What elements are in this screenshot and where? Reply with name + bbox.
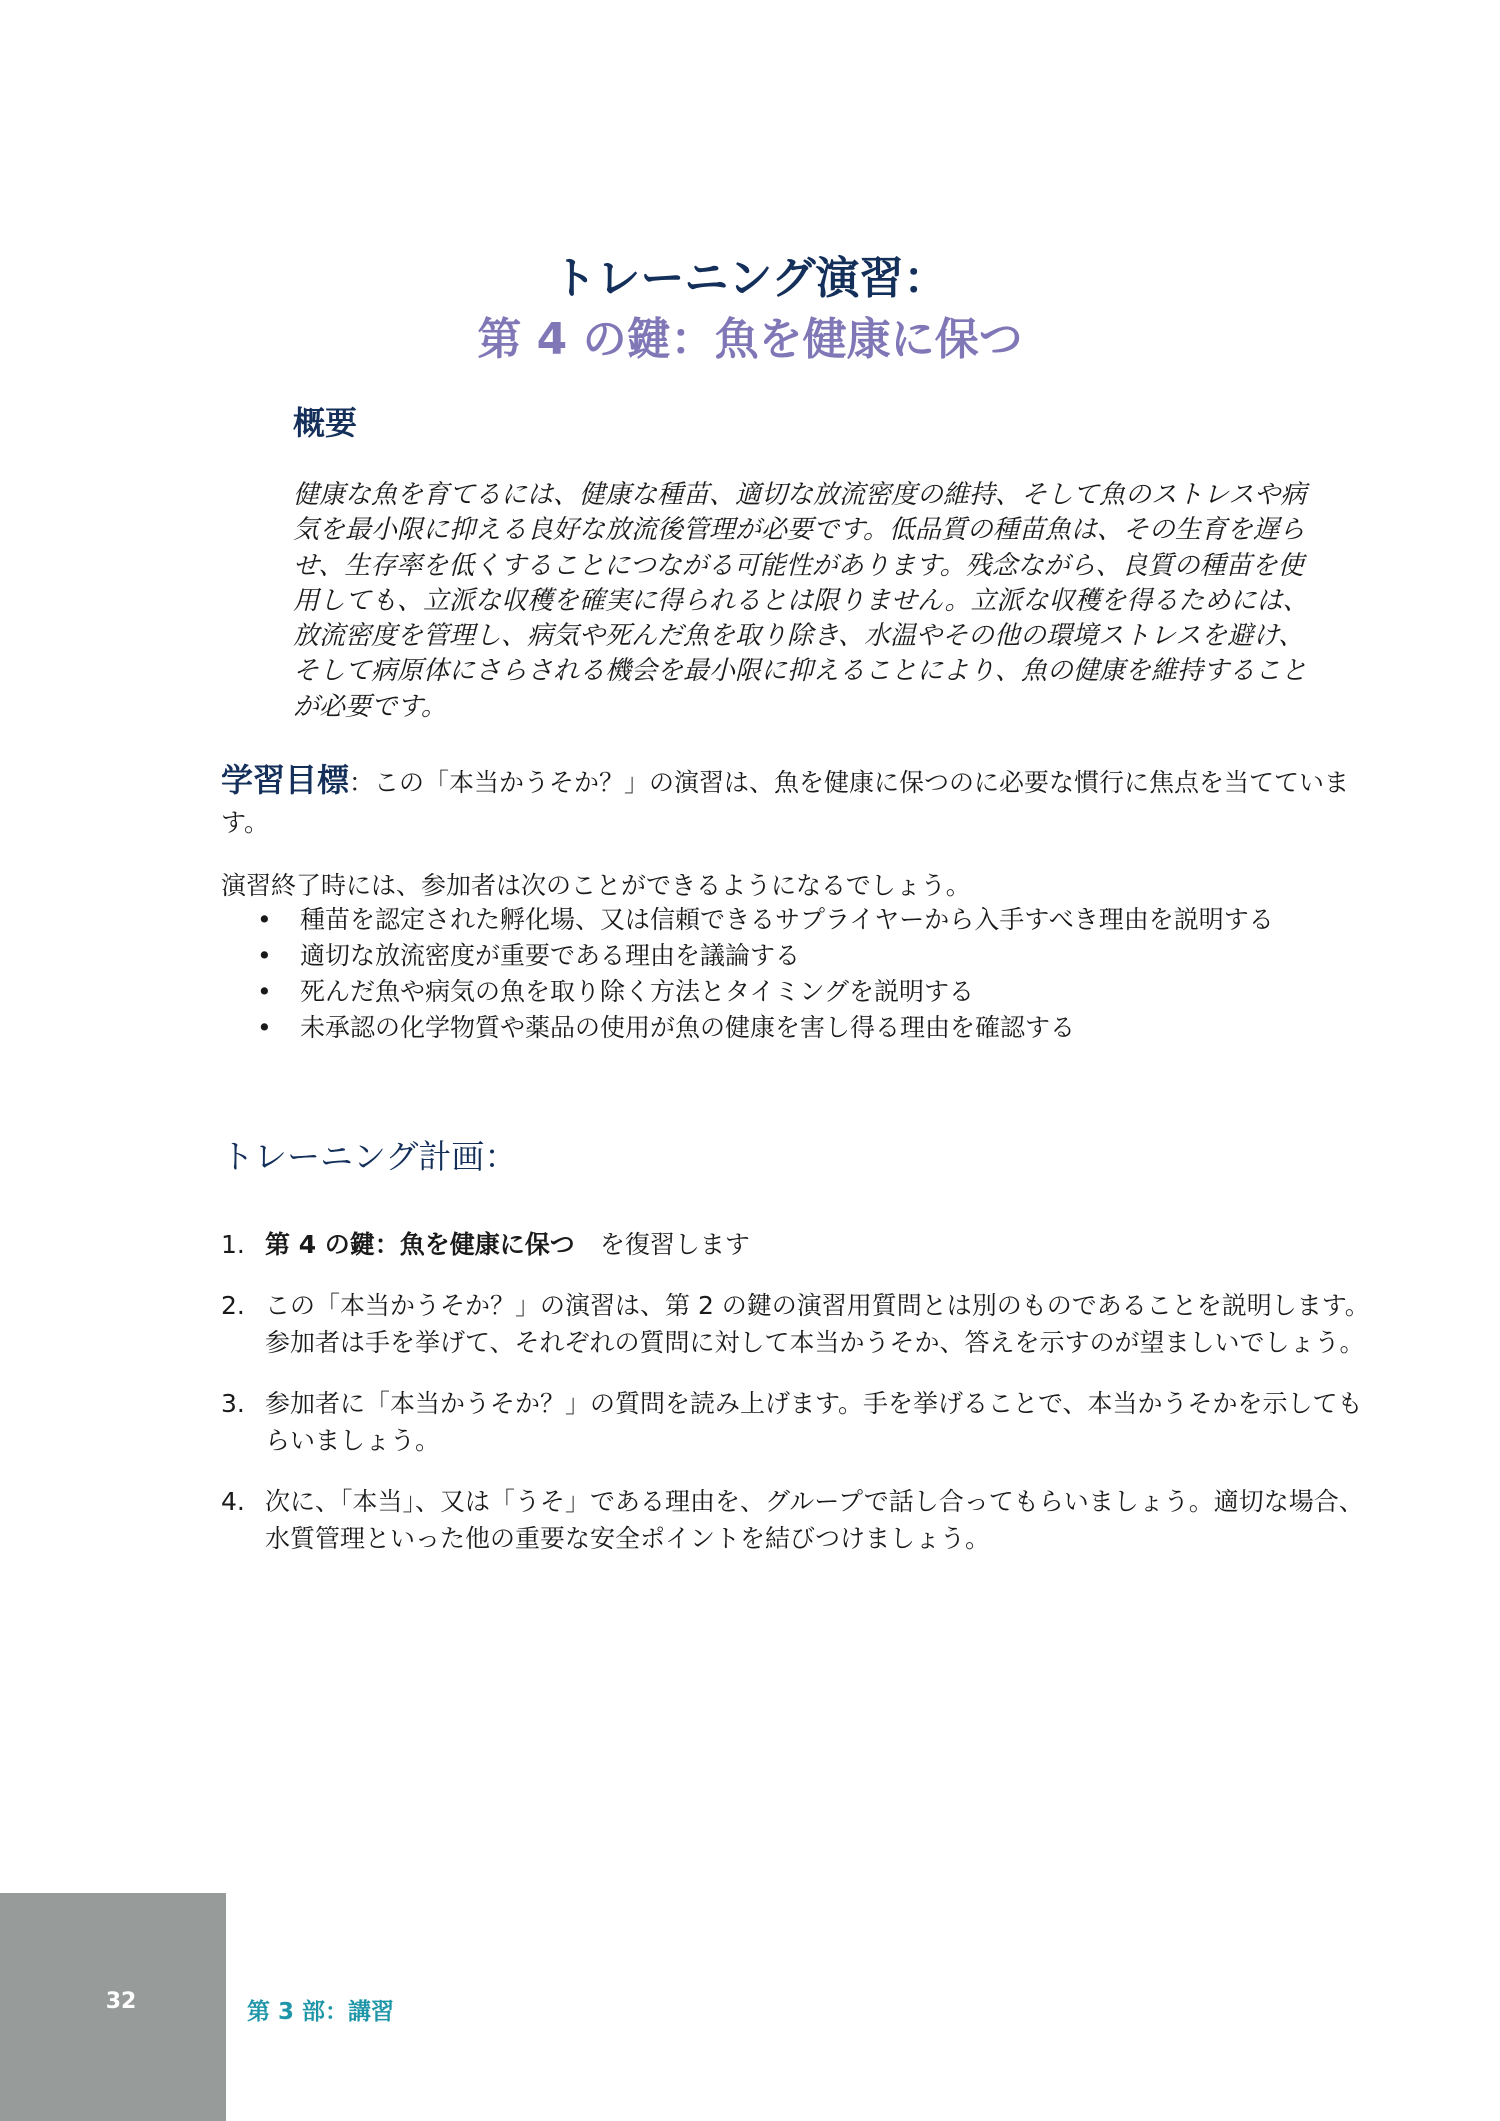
learning-objective — [221, 760, 1381, 843]
step-text: 参加者に「本当かうそか？」の質問を読み上げます。手を挙げることで、本当かうそかを示してもらいましょう。 — [265, 1389, 1363, 1455]
step-text: 次に、「本当」、又は「うそ」である理由を、グループで話し合ってもらいましょう。適切な場合、水質管理といった他の重要な安全ポイントを結びつけましょう。 — [265, 1487, 1364, 1553]
learning-objective-text: ：この「本当かうそか？」の演習は、魚を健康に保つのに必要な慣行に焦点を当てています。 — [221, 768, 1350, 837]
overview-heading: 概要 — [293, 404, 358, 442]
exercise-title: トレーニング演習： — [552, 253, 948, 304]
step-number: 1. — [221, 1230, 245, 1259]
learning-objective-label: 学習目標 — [221, 761, 350, 799]
step-text: この「本当かうそか？」の演習は、第 2 の鍵の演習用質問とは別のものであることを説明します。参加者は手を挙げて、それぞれの質問に対して本当かうそか、答えを示すのが望ましいでしょう。 — [265, 1291, 1370, 1357]
training-plan-heading: トレーニング計画： — [221, 1137, 518, 1176]
step-number: 3. — [221, 1389, 245, 1418]
objective-item: • 未承認の化学物質や薬品の使用が魚の健康を害し得る理由を確認する — [300, 1010, 1380, 1046]
objectives-list — [300, 902, 1380, 1046]
exercise-subtitle: 第 4 の鍵：魚を健康に保つ — [477, 314, 1023, 365]
training-step — [221, 1483, 1381, 1557]
training-step — [221, 1385, 1381, 1459]
step-bold-text: 第 4 の鍵：魚を健康に保つ — [265, 1230, 575, 1259]
page-number: 32 — [105, 1989, 137, 2014]
objective-item: • 死んだ魚や病気の魚を取り除く方法とタイミングを説明する — [300, 974, 1380, 1010]
training-step — [221, 1226, 1381, 1263]
section-label: 第 3 部：講習 — [247, 1999, 395, 2025]
objective-item: • 種苗を認定された孵化場、又は信頼できるサプライヤーから入手すべき理由を説明する — [300, 902, 1380, 938]
step-number: 4. — [221, 1487, 245, 1516]
objectives-intro: 演習終了時には、参加者は次のことができるようになるでしょう。 — [221, 871, 971, 900]
training-step — [221, 1287, 1381, 1361]
step-text: を復習します — [574, 1230, 750, 1259]
step-number: 2. — [221, 1291, 245, 1320]
overview-paragraph: 健康な魚を育てるには、健康な種苗、適切な放流密度の維持、そして魚のストレスや病気を最小限に抑える良好な放流後管理が必要です。低品質の種苗魚は、その生育を遅らせ、生存率を低くすることにつながる可能性があります。残念ながら、良質の種苗を使用しても、立派な収穫を確実に得られるとは限りません。立派な収穫を得るためには、放流密度を管理し、病気や死んだ魚を取り除き、水温やその他の環境ストレスを避け、そして病原体にさらされる機会を最小限に抑えることにより、魚の健康を維持することが必要です。 — [293, 480, 1309, 722]
objective-item: • 適切な放流密度が重要である理由を議論する — [300, 938, 1380, 974]
training-steps-list — [221, 1226, 1381, 1581]
